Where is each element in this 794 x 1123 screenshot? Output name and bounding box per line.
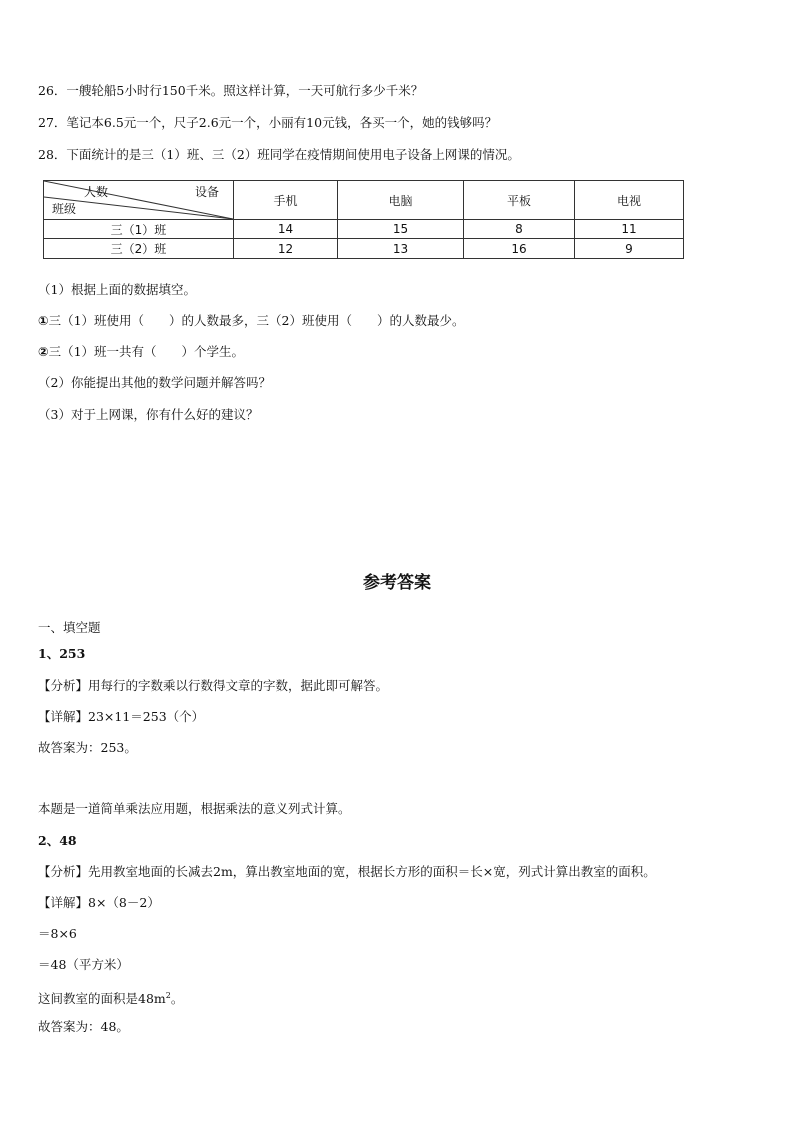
subquestion-1b: [38, 344, 244, 360]
survey-table: [43, 180, 684, 259]
answer-1-result: 故答案为：253。: [38, 740, 137, 755]
section-heading: 一、填空题: [38, 620, 101, 635]
table-cell: 9: [575, 239, 684, 259]
question-28: 28．下面统计的是三（1）班、三（2）班同学在疫情期间使用电子设备上网课的情况。: [38, 147, 520, 162]
superscript-2: 2: [165, 991, 171, 1000]
answer-2-step-2: ＝48（平方米）: [38, 957, 129, 972]
circled-number-2: ②: [38, 344, 49, 359]
answer-1-heading: 1、253: [38, 646, 86, 661]
table-cell: 15: [338, 220, 464, 239]
subquestion-1b-text: 三（1）班一共有（ ）个学生。: [48, 344, 245, 359]
column-header: 平板: [464, 181, 575, 220]
answer-2-result: 故答案为：48。: [38, 1019, 129, 1034]
answer-2-detail: 【详解】8×（8－2）: [38, 895, 160, 910]
table-cell: 13: [338, 239, 464, 259]
subquestion-1: （1）根据上面的数据填空。: [38, 282, 196, 297]
answer-2-step-1: ＝8×6: [38, 926, 77, 941]
subquestion-1a: [38, 313, 465, 329]
subquestion-1a-text: 三（1）班使用（ ）的人数最多，三（2）班使用（ ）的人数最少。: [48, 313, 465, 328]
answer-1-note: 本题是一道简单乘法应用题，根据乘法的意义列式计算。: [38, 801, 351, 816]
table-cell: 16: [464, 239, 575, 259]
header-class-label: 班级: [52, 202, 77, 216]
answer-2-heading: 2、48: [38, 833, 77, 848]
answer-2-area: [38, 988, 183, 1007]
row-label: 三（2）班: [44, 239, 234, 259]
answer-2-analysis: 【分析】先用教室地面的长减去2m，算出教室地面的宽，根据长方形的面积＝长×宽，列式计算出教室的面积。: [38, 864, 656, 879]
answer-1-analysis: 【分析】用每行的字数乘以行数得文章的字数，据此即可解答。: [38, 678, 389, 693]
table-row: [44, 220, 684, 239]
header-count-label: 人数: [84, 185, 109, 199]
table-header-row: [44, 181, 684, 220]
question-26: 26．一艘轮船5小时行150千米。照这样计算，一天可航行多少千米？: [38, 83, 424, 98]
answer-2-area-text: 这间教室的面积是48m: [38, 991, 166, 1007]
subquestion-3: （3）对于上网课，你有什么好的建议？: [38, 407, 259, 422]
circled-number-1: ①: [38, 313, 49, 328]
table-cell: 11: [575, 220, 684, 239]
table-cell: 12: [234, 239, 338, 259]
row-label: 三（1）班: [44, 220, 234, 239]
column-header: 手机: [234, 181, 338, 220]
answer-2-area-end: 。: [170, 991, 184, 1007]
header-device-label: 设备: [194, 185, 219, 199]
table-cell: 14: [234, 220, 338, 239]
table-row: [44, 239, 684, 259]
answer-key-title: 参考答案: [363, 573, 431, 593]
answer-1-detail: 【详解】23×11＝253（个）: [38, 709, 205, 724]
question-27: 27．笔记本6.5元一个，尺子2.6元一个，小丽有10元钱，各买一个，她的钱够吗？: [38, 115, 498, 130]
table-cell: 8: [464, 220, 575, 239]
column-header: 电脑: [338, 181, 464, 220]
subquestion-2: （2）你能提出其他的数学问题并解答吗？: [38, 375, 271, 390]
diagonal-header-cell: [44, 181, 234, 220]
column-header: 电视: [575, 181, 684, 220]
